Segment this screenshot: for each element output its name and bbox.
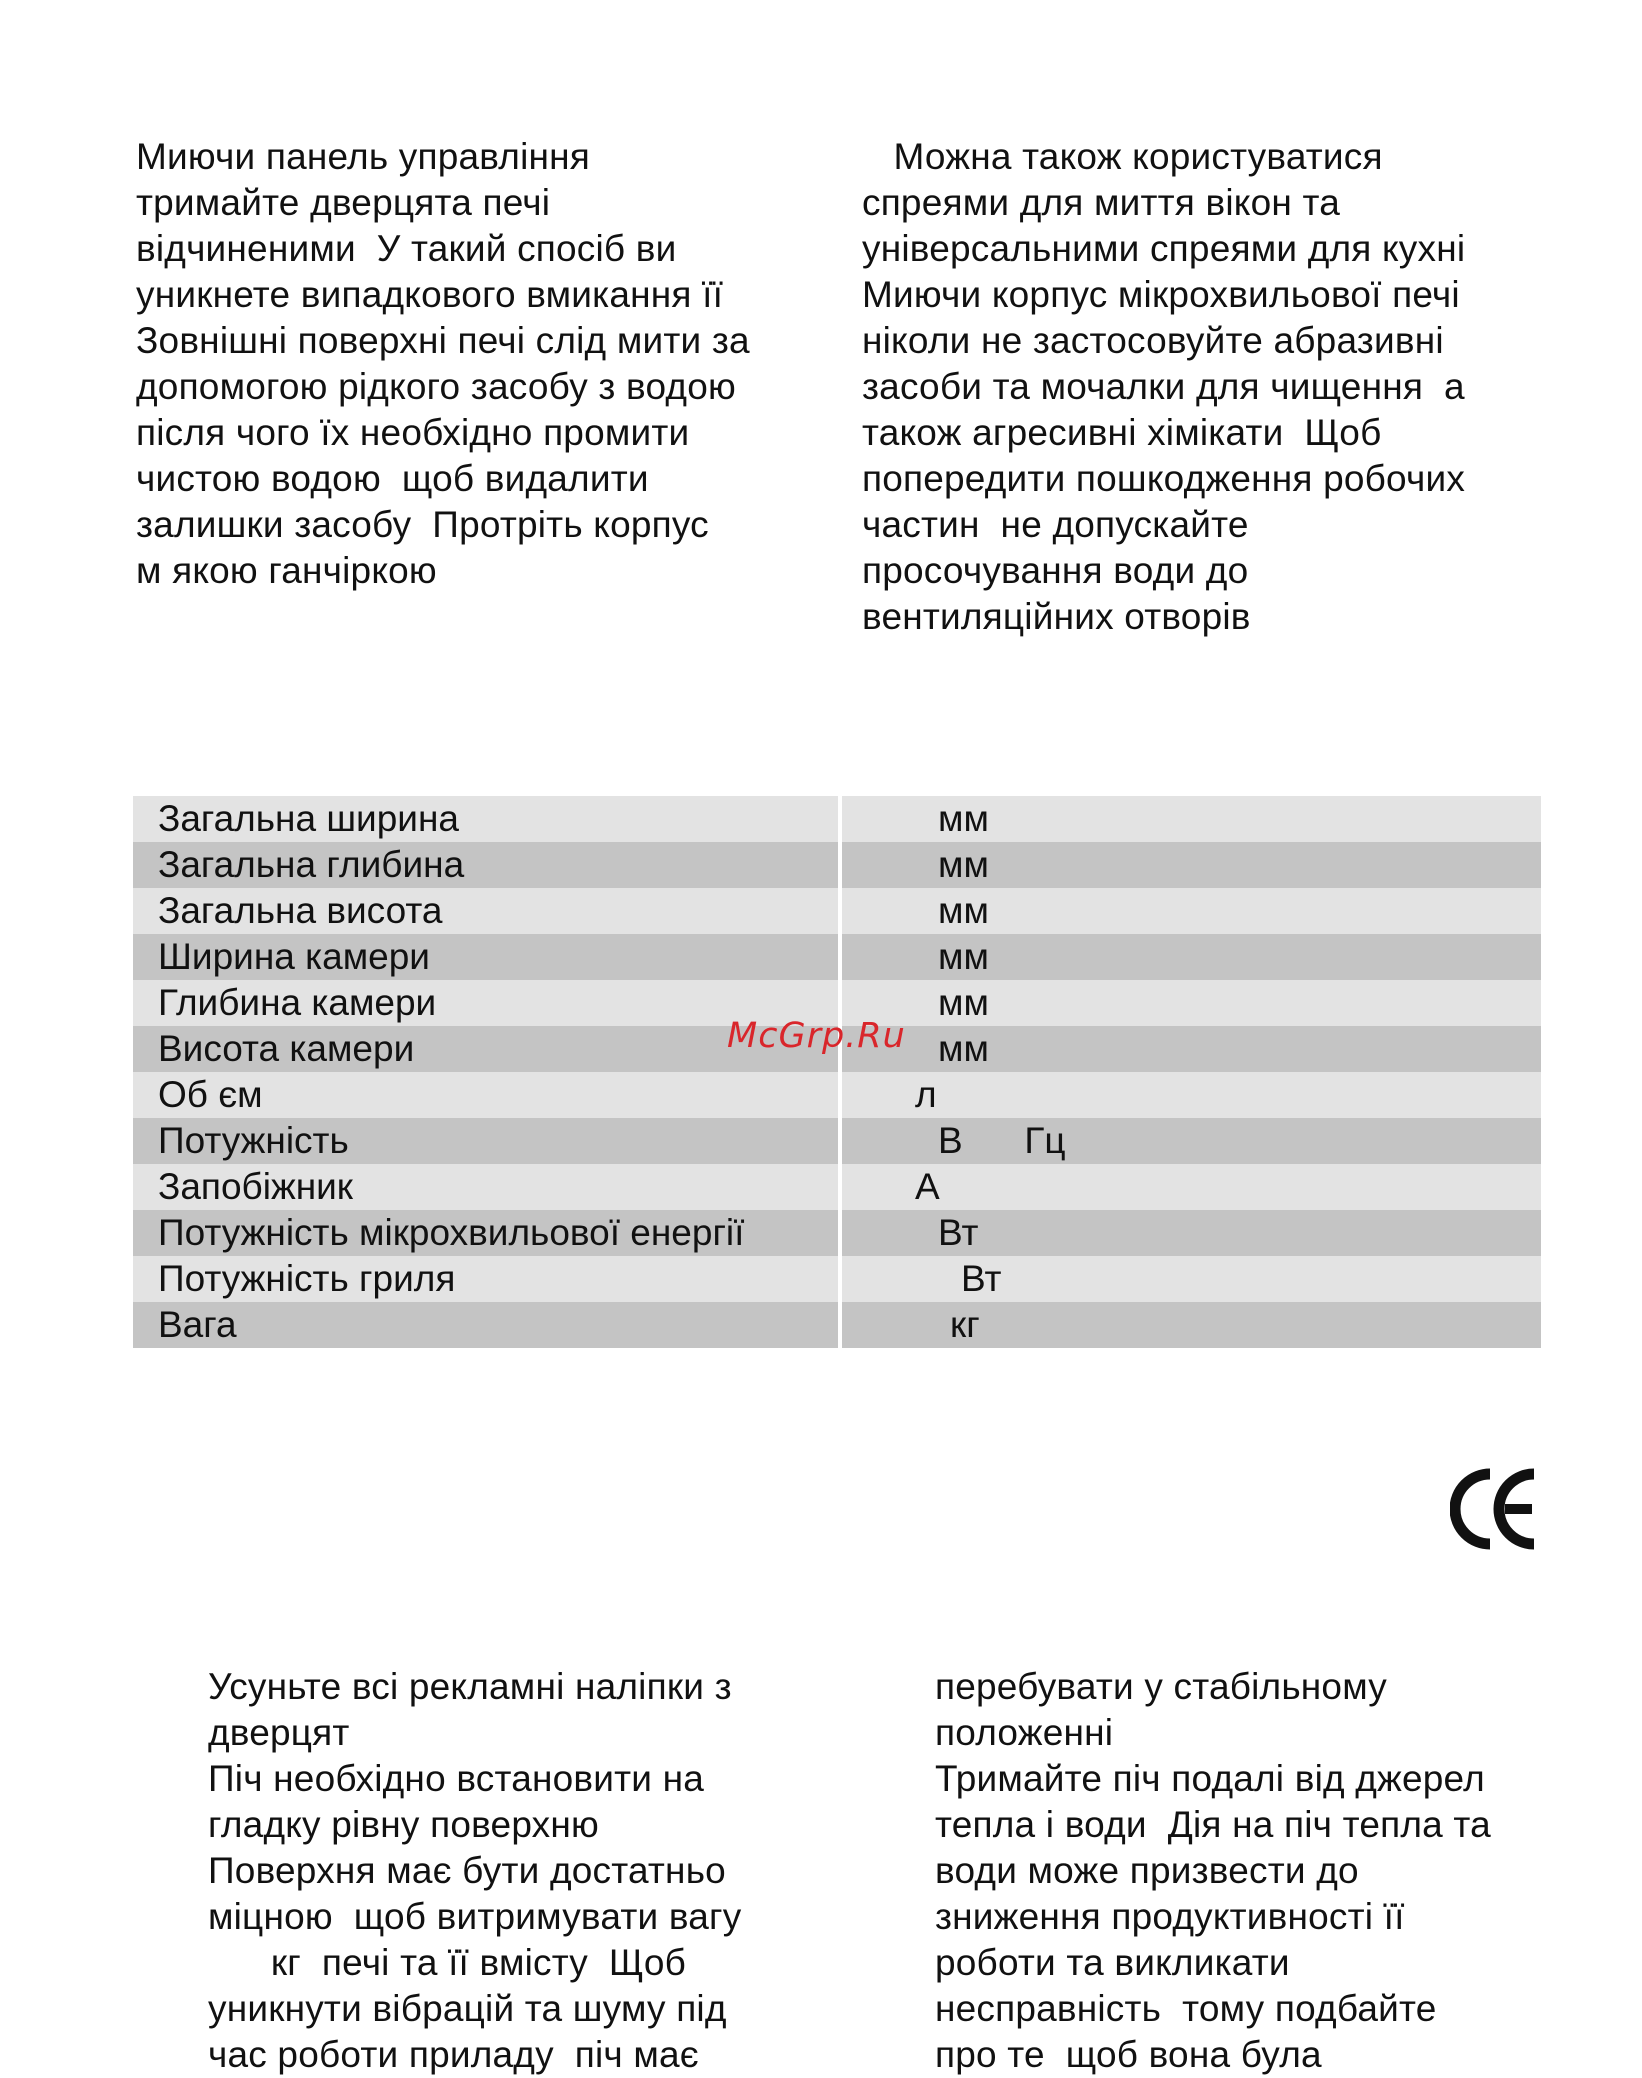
- text-line: міцною щоб витримувати вагу: [208, 1896, 742, 1937]
- text-line: тепла і води Дія на піч тепла та: [935, 1804, 1491, 1845]
- text-line: уникнути вібрацій та шуму під: [208, 1988, 727, 2029]
- text-line: чистою водою щоб видалити: [136, 458, 649, 499]
- text-line: універсальними спреями для кухні: [862, 228, 1466, 269]
- spec-label: Потужність гриля: [133, 1256, 840, 1302]
- cleaning-instructions-left: [136, 134, 816, 594]
- text-line: Усуньте всі рекламні наліпки з: [208, 1666, 732, 1707]
- spec-label: Загальна висота: [133, 888, 840, 934]
- spec-value: мм: [840, 888, 1541, 934]
- table-row: [133, 1302, 1541, 1348]
- spec-label: Глибина камери: [133, 980, 840, 1026]
- text-line: також агресивні хімікати Щоб: [862, 412, 1382, 453]
- table-row: [133, 934, 1541, 980]
- text-line: уникнете випадкового вмикання її: [136, 274, 724, 315]
- spec-label: Потужність: [133, 1118, 840, 1164]
- text-line: м якою ганчіркою: [136, 550, 437, 591]
- text-line: відчиненими У такий спосіб ви: [136, 228, 677, 269]
- spec-label: Загальна ширина: [133, 796, 840, 842]
- text-line: Зовнішні поверхні печі слід мити за: [136, 320, 750, 361]
- spec-label: Загальна глибина: [133, 842, 840, 888]
- table-row: [133, 842, 1541, 888]
- text-line: Миючи корпус мікрохвильової печі: [862, 274, 1460, 315]
- installation-instructions-left: [208, 1664, 848, 2078]
- text-line: допомогою рідкого засобу з водою: [136, 366, 736, 407]
- text-line: води може призвести до: [935, 1850, 1359, 1891]
- text-line: час роботи приладу піч має: [208, 2034, 699, 2075]
- text-line: Поверхня має бути достатньо: [208, 1850, 726, 1891]
- table-row: [133, 1164, 1541, 1210]
- spec-label: Об єм: [133, 1072, 840, 1118]
- text-line: спреями для миття вікон та: [862, 182, 1340, 223]
- text-line: дверцят: [208, 1712, 350, 1753]
- text-line: попередити пошкодження робочих: [862, 458, 1466, 499]
- text-line: засоби та мочалки для чищення а: [862, 366, 1465, 407]
- text-line: просочування води до: [862, 550, 1249, 591]
- spec-value: Вт: [840, 1210, 1541, 1256]
- table-row: [133, 1256, 1541, 1302]
- watermark: McGrp.Ru: [727, 1016, 906, 1056]
- spec-value: мм: [840, 1026, 1541, 1072]
- text-line: Можна також користуватися: [862, 136, 1383, 177]
- spec-value: мм: [840, 796, 1541, 842]
- table-row: [133, 1072, 1541, 1118]
- text-line: вентиляційних отворів: [862, 596, 1251, 637]
- spec-value: кг: [840, 1302, 1541, 1348]
- text-line: тримайте дверцята печі: [136, 182, 551, 223]
- text-line: про те щоб вона була: [935, 2034, 1322, 2075]
- table-row: [133, 1118, 1541, 1164]
- ce-mark-icon: [1450, 1466, 1538, 1552]
- text-line: частин не допускайте: [862, 504, 1249, 545]
- text-line: роботи та викликати: [935, 1942, 1290, 1983]
- specifications-table: [133, 796, 1541, 1348]
- spec-value: л: [840, 1072, 1541, 1118]
- spec-value: А: [840, 1164, 1541, 1210]
- spec-label: Ширина камери: [133, 934, 840, 980]
- text-line: гладку рівну поверхню: [208, 1804, 599, 1845]
- spec-value: Вт: [840, 1256, 1541, 1302]
- table-row: [133, 888, 1541, 934]
- installation-instructions-right: [935, 1664, 1575, 2078]
- cleaning-instructions-right: [862, 134, 1562, 640]
- text-line: перебувати у стабільному: [935, 1666, 1387, 1707]
- table-row: [133, 796, 1541, 842]
- text-line: несправність тому подбайте: [935, 1988, 1437, 2029]
- text-line: Миючи панель управління: [136, 136, 591, 177]
- spec-label: Потужність мікрохвильової енергії: [133, 1210, 840, 1256]
- spec-value: мм: [840, 934, 1541, 980]
- text-line: ніколи не застосовуйте абразивні: [862, 320, 1444, 361]
- text-line: Тримайте піч подалі від джерел: [935, 1758, 1485, 1799]
- text-line: положенні: [935, 1712, 1114, 1753]
- text-line: Піч необхідно встановити на: [208, 1758, 705, 1799]
- spec-label: Висота камери: [133, 1026, 840, 1072]
- spec-value: мм: [840, 842, 1541, 888]
- spec-label: Вага: [133, 1302, 840, 1348]
- text-line: залишки засобу Протріть корпус: [136, 504, 709, 545]
- text-line: після чого їх необхідно промити: [136, 412, 690, 453]
- spec-label: Запобіжник: [133, 1164, 840, 1210]
- text-line: кг печі та її вмісту Щоб: [208, 1942, 686, 1983]
- spec-value: мм: [840, 980, 1541, 1026]
- text-line: зниження продуктивності її: [935, 1896, 1405, 1937]
- spec-value: В Гц: [840, 1118, 1541, 1164]
- table-row: [133, 1210, 1541, 1256]
